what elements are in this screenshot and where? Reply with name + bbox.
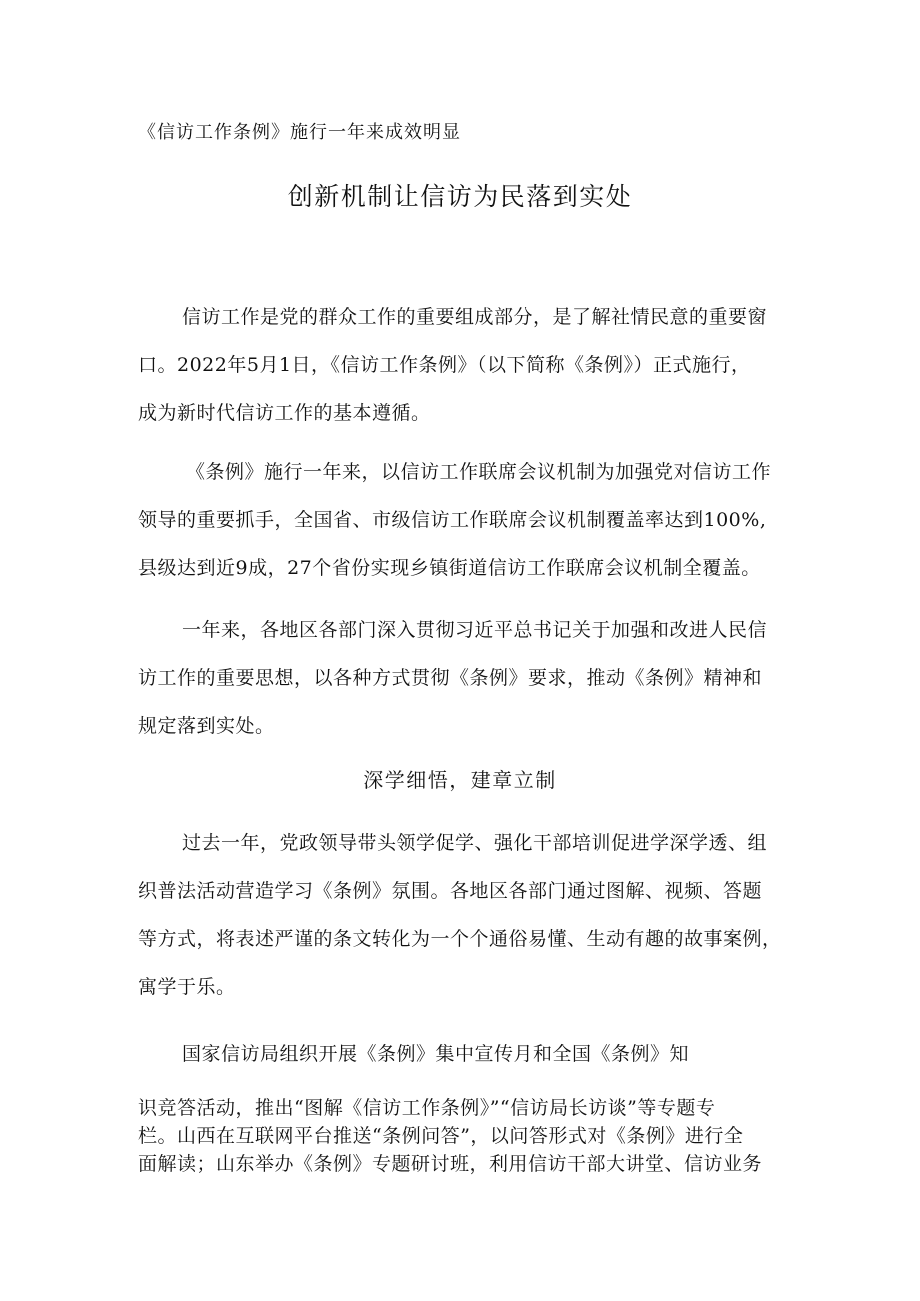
- section-paragraph-1-line-1: 过去一年，党政领导带头领学促学、强化干部培训促进学深学透、组: [182, 832, 768, 854]
- section-paragraph-3-line-3: 面解读；山东举办《条例》专题研讨班，利用信访干部大讲堂、信访业务: [138, 1153, 763, 1175]
- section-paragraph-3-line-1: 识竞答活动，推出“图解《信访工作条例》”“信访局长访谈”等专题专: [138, 1097, 716, 1119]
- section-paragraph-1-line-4: 寓学于乐。: [138, 976, 236, 998]
- paragraph-2-line-1: 《条例》施行一年来，以信访工作联席会议机制为加强党对信访工作: [186, 461, 772, 483]
- paragraph-1-line-3: 成为新时代信访工作的基本遵循。: [138, 402, 431, 424]
- paragraph-3-line-1: 一年来，各地区各部门深入贯彻习近平总书记关于加强和改进人民信: [182, 619, 768, 641]
- section-paragraph-2-line-1: 国家信访局组织开展《条例》集中宣传月和全国《条例》知: [182, 1043, 690, 1065]
- section-heading: 深学细悟，建章立制: [363, 768, 557, 792]
- section-paragraph-1-line-2: 织普法活动营造学习《条例》氛围。各地区各部门通过图解、视频、答题: [138, 880, 763, 902]
- paragraph-2-line-3: 县级达到近9成，27个省份实现乡镇街道信访工作联席会议机制全覆盖。: [138, 557, 761, 579]
- paragraph-3-line-3: 规定落到实处。: [138, 715, 275, 737]
- article-kicker: 《信访工作条例》施行一年来成效明显: [138, 122, 461, 143]
- section-paragraph-3-line-2: 栏。山西在互联网平台推送“条例问答”，以问答形式对《条例》进行全: [138, 1125, 744, 1147]
- paragraph-1-line-2: 口。2022年5月1日，《信访工作条例》（以下简称《条例》）正式施行，: [138, 354, 751, 376]
- paragraph-1-line-1: 信访工作是党的群众工作的重要组成部分，是了解社情民意的重要窗: [182, 306, 768, 328]
- article-title: 创新机制让信访为民落到实处: [287, 182, 633, 211]
- paragraph-3-line-2: 访工作的重要思想，以各种方式贯彻《条例》要求，推动《条例》精神和: [138, 667, 763, 689]
- section-paragraph-1-line-3: 等方式，将表述严谨的条文转化为一个个通俗易懂、生动有趣的故事案例，: [138, 928, 782, 950]
- paragraph-2-line-2: 领导的重要抓手，全国省、市级信访工作联席会议机制覆盖率达到100%,: [138, 509, 767, 531]
